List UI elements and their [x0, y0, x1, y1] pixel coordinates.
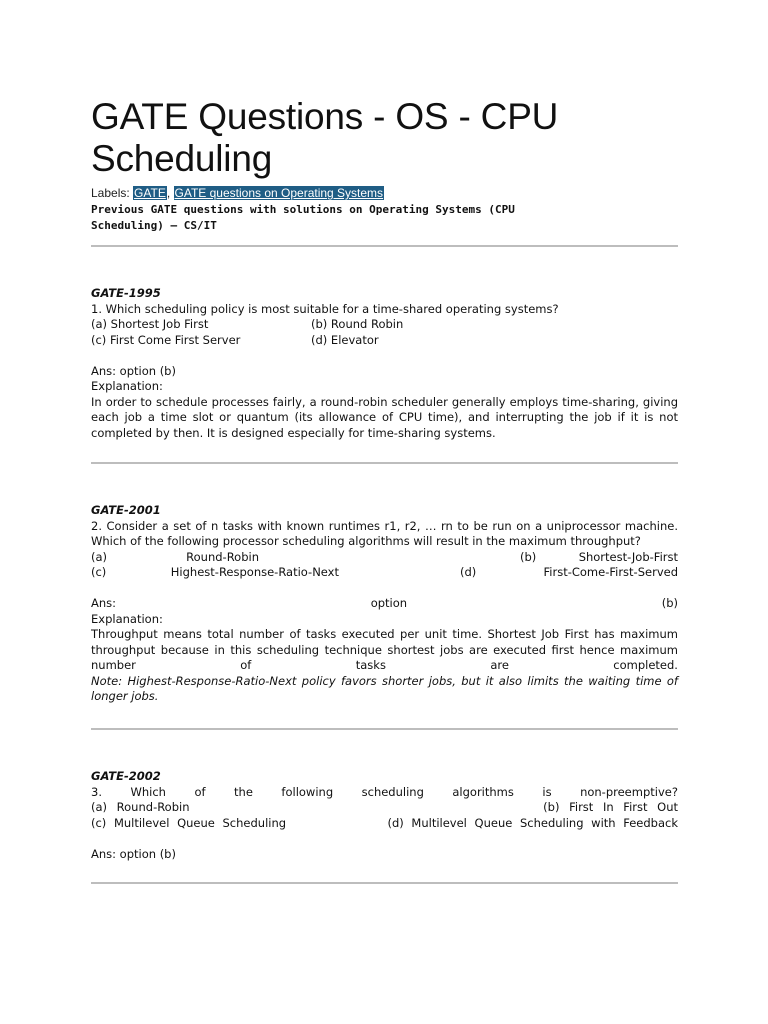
divider — [91, 462, 678, 464]
explanation-word: tasks — [355, 658, 386, 672]
divider — [91, 245, 678, 247]
divider — [91, 882, 678, 884]
subtitle-line-2: Scheduling) – CS/IT — [91, 219, 217, 232]
options-row-1 — [91, 550, 678, 566]
note-text: Note: Highest-Response-Ratio-Next policy favors shorter jobs, but it also limits the waiting time of longer jobs. — [91, 673, 678, 703]
explanation-word: are — [490, 658, 509, 672]
explanation-label: Explanation: — [91, 611, 163, 626]
explanation-text: In order to schedule processes fairly, a round-robin scheduler generally employs time-sharing, giving each job a time slot or quantum (its allowance of CPU time), and interrupting the job if it is not completed by then. It is designed especially for time-sharing systems. — [91, 394, 678, 440]
tag-link-gate[interactable]: GATE — [134, 186, 166, 200]
option-d: (d) Multilevel Queue Scheduling with Feedback — [387, 815, 678, 830]
option-d-text: First-Come-First-Served — [543, 565, 678, 579]
option-b: (b) First In First Out — [543, 800, 678, 814]
question-word: Which — [130, 784, 166, 799]
answer-option: (b) — [661, 596, 678, 610]
exam-year: GATE-1995 — [91, 286, 161, 300]
divider — [91, 728, 678, 730]
option-b-text: Shortest-Job-First — [578, 549, 678, 564]
option-a-text: Round-Robin — [186, 549, 259, 564]
explanation-label: Explanation: — [91, 379, 163, 393]
question-text — [91, 785, 678, 801]
answer-label: Ans: — [91, 596, 117, 610]
option-b: (b) Round Robin — [311, 317, 404, 331]
question-text: 1. Which scheduling policy is most suitable for a time-shared operating systems? — [91, 301, 559, 316]
subtitle-line-1: Previous GATE questions with solutions on Operating Systems (CPU — [91, 203, 515, 216]
question-word: scheduling — [361, 784, 424, 799]
explanation-word: number — [91, 658, 136, 672]
question-block-2002 — [91, 769, 678, 862]
question-word: following — [281, 784, 334, 799]
subtitle — [91, 202, 677, 234]
option-c: (c) Multilevel Queue Scheduling — [91, 815, 287, 830]
labels-line — [91, 186, 677, 201]
question-word: algorithms — [452, 784, 514, 799]
answer-word: option — [370, 596, 408, 610]
labels-prefix: Labels: — [91, 186, 130, 200]
options-row-1 — [91, 800, 678, 816]
explanation-word: of — [240, 658, 252, 672]
page-title: GATE Questions - OS - CPU Scheduling — [91, 96, 559, 179]
question-block-2001 — [91, 503, 678, 705]
document-header — [91, 96, 677, 234]
explanation-last-line — [91, 658, 678, 674]
option-c-key: (c) — [91, 565, 107, 579]
tag-separator: , — [166, 186, 171, 200]
answer: Ans: option (b) — [91, 846, 176, 861]
exam-year: GATE-2001 — [91, 503, 161, 517]
answer: Ans: option (b) — [91, 363, 176, 378]
option-d: (d) Elevator — [311, 332, 379, 347]
question-block-1995 — [91, 286, 678, 441]
options-row-2 — [91, 565, 678, 581]
option-b-key: (b) — [520, 549, 537, 564]
explanation-text: Throughput means total number of tasks executed per unit time. Shortest Job First has maximum throughput because in this scheduling technique shortest jobs are executed first hence maximum — [91, 627, 678, 657]
tag-link-gate-os[interactable]: GATE questions on Operating Systems — [174, 186, 384, 200]
question-word: 3. — [91, 784, 102, 799]
option-a: (a) Round-Robin — [91, 800, 190, 814]
answer — [91, 596, 678, 612]
options-grid — [91, 317, 678, 348]
explanation-word: completed. — [613, 658, 678, 672]
option-c-text: Highest-Response-Ratio-Next — [170, 565, 339, 579]
question-word: the — [234, 784, 253, 799]
option-a-key: (a) — [91, 549, 108, 564]
option-d-key: (d) — [460, 565, 477, 579]
options-row-2 — [91, 816, 678, 832]
question-text: 2. Consider a set of n tasks with known runtimes r1, r2, … rn to be run on a uniprocessor machine. Which of the following processor scheduling algorithms will result in the maximum throughput? — [91, 518, 678, 548]
question-word: non-preemptive? — [580, 784, 678, 799]
option-c: (c) First Come First Server — [91, 332, 241, 347]
option-a: (a) Shortest Job First — [91, 317, 209, 331]
exam-year: GATE-2002 — [91, 769, 161, 783]
question-word: is — [542, 784, 552, 799]
question-word: of — [194, 784, 206, 799]
